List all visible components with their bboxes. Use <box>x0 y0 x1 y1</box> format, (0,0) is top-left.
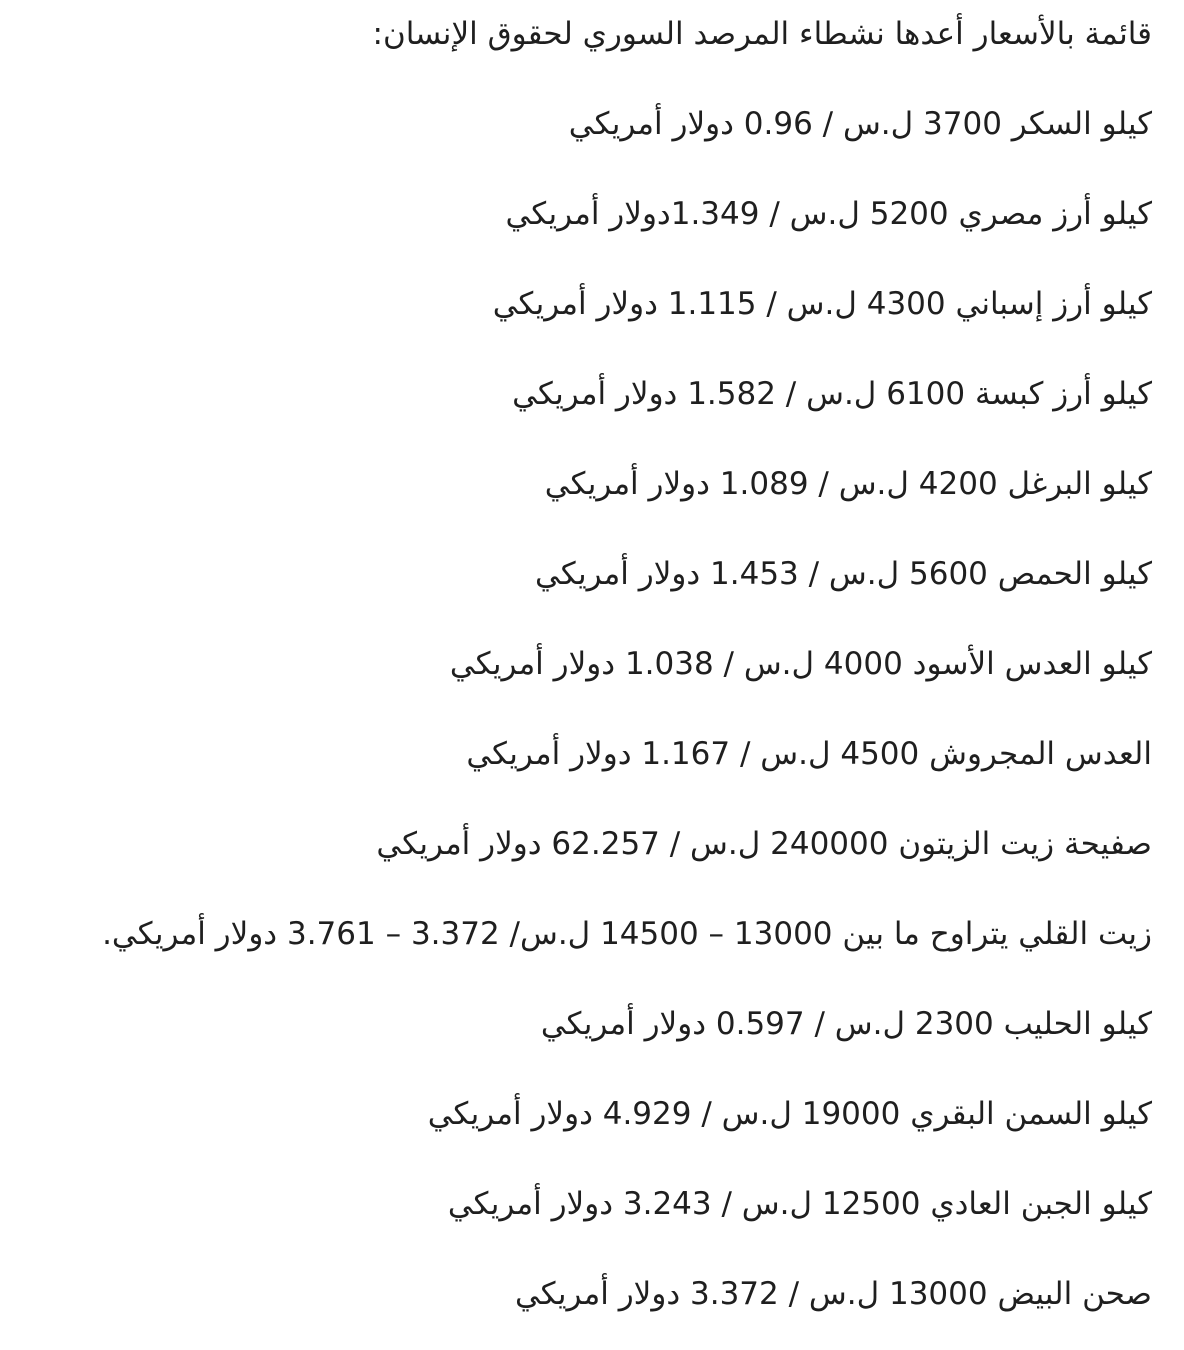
price-item-kabsa-rice: كيلو أرز كبسة 6100 ل.س / 1.582 دولار أمريكي <box>512 376 1152 412</box>
price-item-egyptian-rice: كيلو أرز مصري 5200 ل.س / 1.349دولار أمريكي <box>505 196 1152 232</box>
price-item-black-lentils: كيلو العدس الأسود 4000 ل.س / 1.038 دولار أمريكي <box>449 646 1152 682</box>
intro-paragraph: قائمة بالأسعار أعدها نشطاء المرصد السوري لحقوق الإنسان: <box>372 16 1152 52</box>
price-item-olive-oil: صفيحة زيت الزيتون 240000 ل.س / 62.257 دولار أمريكي <box>376 826 1152 862</box>
price-item-eggs: صحن البيض 13000 ل.س / 3.372 دولار أمريكي <box>514 1276 1152 1312</box>
price-item-spanish-rice: كيلو أرز إسباني 4300 ل.س / 1.115 دولار أمريكي <box>492 286 1152 322</box>
price-item-frying-oil: زيت القلي يتراوح ما بين 13000 – 14500 ل.س/ 3.372 – 3.761 دولار أمريكي. <box>102 916 1152 952</box>
price-item-crushed-lentils: العدس المجروش 4500 ل.س / 1.167 دولار أمريكي <box>466 736 1152 772</box>
price-item-cheese: كيلو الجبن العادي 12500 ل.س / 3.243 دولار أمريكي <box>447 1186 1152 1222</box>
article-body <box>12 0 1152 1350</box>
price-item-chickpeas: كيلو الحمص 5600 ل.س / 1.453 دولار أمريكي <box>534 556 1152 592</box>
price-item-sugar: كيلو السكر 3700 ل.س / 0.96 دولار أمريكي <box>568 106 1152 142</box>
price-item-bulgur: كيلو البرغل 4200 ل.س / 1.089 دولار أمريكي <box>544 466 1152 502</box>
price-item-milk: كيلو الحليب 2300 ل.س / 0.597 دولار أمريكي <box>540 1006 1152 1042</box>
price-item-ghee: كيلو السمن البقري 19000 ل.س / 4.929 دولار أمريكي <box>427 1096 1152 1132</box>
